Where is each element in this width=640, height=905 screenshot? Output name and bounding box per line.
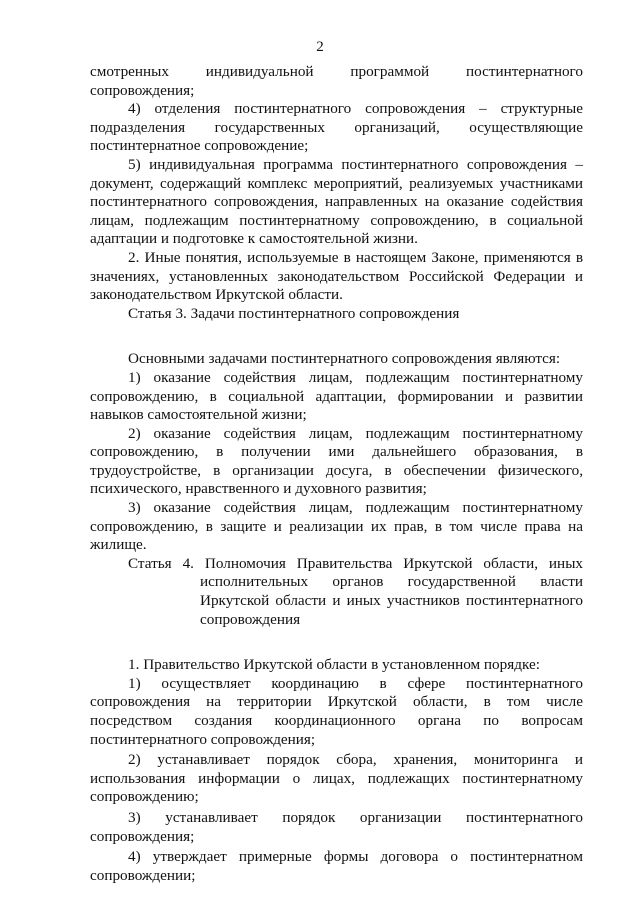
article-3-heading: Статья 3. Задачи постинтернатного сопровождения [128,304,460,322]
article-4-heading: Статья 4. Полномочия Правительства Иркутской области, иных исполнительных органов государственной власти Иркутской области и иных участников постинтернатного сопровождения [128,554,583,628]
paragraph-power-1: 1) осуществляет координацию в сфере постинтернатного сопровождения на территории Иркутской области, в том числе посредством создания координационного органа по вопросам постинтернатного сопровождения; [90,674,583,748]
paragraph-definition-5: 5) индивидуальная программа постинтернатного сопровождения – документ, содержащий комплекс мероприятий, реализуемых участниками постинтернатного сопровождения, направленных на оказание содействия лицам, подлежащим постинтернатному сопровождению, в социальной адаптации и подготовке к самостоятельной жизни. [90,155,583,248]
paragraph-power-2: 2) устанавливает порядок сбора, хранения, мониторинга и использования информации о лицах, подлежащих постинтернатному сопровождению; [90,751,583,806]
paragraph-power-4: 4) утверждает примерные формы договора о постинтернатном сопровождении; [90,848,583,884]
page-number: 2 [316,39,324,55]
paragraph-main-tasks-intro: Основными задачами постинтернатного сопровождения являются: [128,350,561,368]
paragraph-other-terms: 2. Иные понятия, используемые в настоящем Законе, применяются в значениях, установленных законодательством Российской Федерации и законодательством Иркутской области. [90,248,583,304]
document-body [90,63,583,885]
paragraph-definition-4: 4) отделения постинтернатного сопровождения – структурные подразделения государственных организаций, осуществляющие постинтернатное сопровождение; [90,100,583,155]
paragraph-continuation: смотренных индивидуальной программой постинтернатного сопровождения; [90,63,583,99]
paragraph-task-2: 2) оказание содействия лицам, подлежащим постинтернатному сопровождению, в получении ими дальнейшего образования, в трудоустройстве, в организации досуга, в обеспечении физического, психического, нравственного и духовного развития; [90,424,583,498]
paragraph-government-intro: 1. Правительство Иркутской области в установленном порядке: [128,656,540,674]
paragraph-power-3: 3) устанавливает порядок организации постинтернатного сопровождения; [90,808,583,845]
paragraph-task-1: 1) оказание содействия лицам, подлежащим постинтернатному сопровождению, в социальной адаптации, формировании и развитии навыков самостоятельной жизни; [90,368,583,424]
paragraph-task-3: 3) оказание содействия лицам, подлежащим постинтернатному сопровождению, в защите и реализации их прав, в том числе права на жилище. [90,499,583,554]
